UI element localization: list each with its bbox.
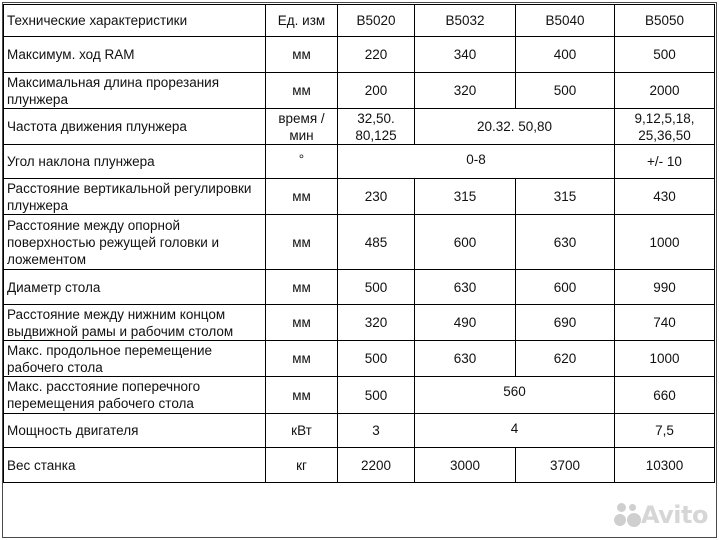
cell-b5040: 630 xyxy=(516,215,615,270)
cell-b5040: 690 xyxy=(516,305,615,341)
cell-b5032-b5040: 4 xyxy=(415,414,615,448)
table-row xyxy=(4,37,715,73)
cell-b5032: 3000 xyxy=(415,448,516,483)
avito-watermark-text: Avito xyxy=(640,501,708,529)
table-row xyxy=(4,448,715,483)
cell-b5020: 500 xyxy=(338,270,415,305)
cell-b5050: 2000 xyxy=(615,73,715,109)
cell-b5050: 1000 xyxy=(615,215,715,270)
cell-b5040: 620 xyxy=(516,341,615,377)
row-unit: время / мин xyxy=(266,109,338,145)
cell-b5020-b5040: 0-8 xyxy=(338,145,615,179)
row-unit: мм xyxy=(266,377,338,414)
cell-b5050: 9,12,5,18, 25,36,50 xyxy=(615,109,715,145)
table-row xyxy=(4,179,715,215)
row-name: Максимальная длина прорезания плунжера xyxy=(4,73,266,109)
cell-b5050: 990 xyxy=(615,270,715,305)
cell-b5050: 430 xyxy=(615,179,715,215)
table-row xyxy=(4,145,715,179)
cell-b5040: 315 xyxy=(516,179,615,215)
cell-b5050: 500 xyxy=(615,37,715,73)
cell-b5050: +/- 10 xyxy=(615,145,715,179)
cell-b5050: 10300 xyxy=(615,448,715,483)
cell-b5040: 3700 xyxy=(516,448,615,483)
cell-b5032: 320 xyxy=(415,73,516,109)
row-unit: мм xyxy=(266,305,338,341)
row-name: Расстояние между опорной поверхностью режущей головки и ложементом xyxy=(4,215,266,270)
row-name: Угол наклона плунжера xyxy=(4,145,266,179)
row-name: Диаметр стола xyxy=(4,270,266,305)
cell-b5020: 220 xyxy=(338,37,415,73)
cell-b5020: 500 xyxy=(338,377,415,414)
row-name: Вес станка xyxy=(4,448,266,483)
row-name: Расстояние вертикальной регулировки плунжера xyxy=(4,179,266,215)
header-b5032: В5032 xyxy=(415,5,516,37)
cell-b5020: 2200 xyxy=(338,448,415,483)
table-row xyxy=(4,414,715,448)
row-name: Мощность двигателя xyxy=(4,414,266,448)
cell-b5050: 740 xyxy=(615,305,715,341)
cell-b5020: 500 xyxy=(338,341,415,377)
cell-b5032: 630 xyxy=(415,270,516,305)
cell-b5032: 490 xyxy=(415,305,516,341)
cell-b5020: 200 xyxy=(338,73,415,109)
cell-b5050: 1000 xyxy=(615,341,715,377)
row-unit: мм xyxy=(266,270,338,305)
row-name: Расстояние между нижним концом выдвижной рамы и рабочим столом xyxy=(4,305,266,341)
row-name: Максимум. ход RAM xyxy=(4,37,266,73)
cell-b5032-b5040: 560 xyxy=(415,377,615,414)
specs-table xyxy=(3,4,715,483)
header-unit: Ед. изм xyxy=(266,5,338,37)
avito-logo-icon xyxy=(612,500,639,530)
row-unit: кг xyxy=(266,448,338,483)
row-unit: мм xyxy=(266,179,338,215)
table-row xyxy=(4,215,715,270)
cell-b5020: 320 xyxy=(338,305,415,341)
table-row xyxy=(4,73,715,109)
table-row xyxy=(4,305,715,341)
cell-b5032: 600 xyxy=(415,215,516,270)
table-header-row xyxy=(4,5,715,37)
cell-b5020: 230 xyxy=(338,179,415,215)
header-b5050: В5050 xyxy=(615,5,715,37)
row-name: Частота движения плунжера xyxy=(4,109,266,145)
row-unit: мм xyxy=(266,73,338,109)
header-characteristics: Технические характеристики xyxy=(4,5,266,37)
row-name: Макс. расстояние поперечного перемещения рабочего стола xyxy=(4,377,266,414)
cell-b5040: 500 xyxy=(516,73,615,109)
cell-b5032: 315 xyxy=(415,179,516,215)
cell-b5020: 32,50. 80,125 xyxy=(338,109,415,145)
header-b5040: В5040 xyxy=(516,5,615,37)
cell-b5020: 485 xyxy=(338,215,415,270)
avito-watermark xyxy=(612,498,708,532)
table-row xyxy=(4,270,715,305)
row-unit: кВт xyxy=(266,414,338,448)
table-row xyxy=(4,377,715,414)
row-unit: мм xyxy=(266,341,338,377)
cell-b5032: 630 xyxy=(415,341,516,377)
row-unit: мм xyxy=(266,215,338,270)
row-unit: ° xyxy=(266,145,338,179)
cell-b5050: 7,5 xyxy=(615,414,715,448)
cell-b5032-b5040: 20.32. 50,80 xyxy=(415,109,615,145)
cell-b5032: 340 xyxy=(415,37,516,73)
cell-b5040: 400 xyxy=(516,37,615,73)
cell-b5020: 3 xyxy=(338,414,415,448)
cell-b5050: 660 xyxy=(615,377,715,414)
table-row xyxy=(4,341,715,377)
table-row xyxy=(4,109,715,145)
row-name: Макс. продольное перемещение рабочего стола xyxy=(4,341,266,377)
cell-b5040: 600 xyxy=(516,270,615,305)
header-b5020: В5020 xyxy=(338,5,415,37)
row-unit: мм xyxy=(266,37,338,73)
